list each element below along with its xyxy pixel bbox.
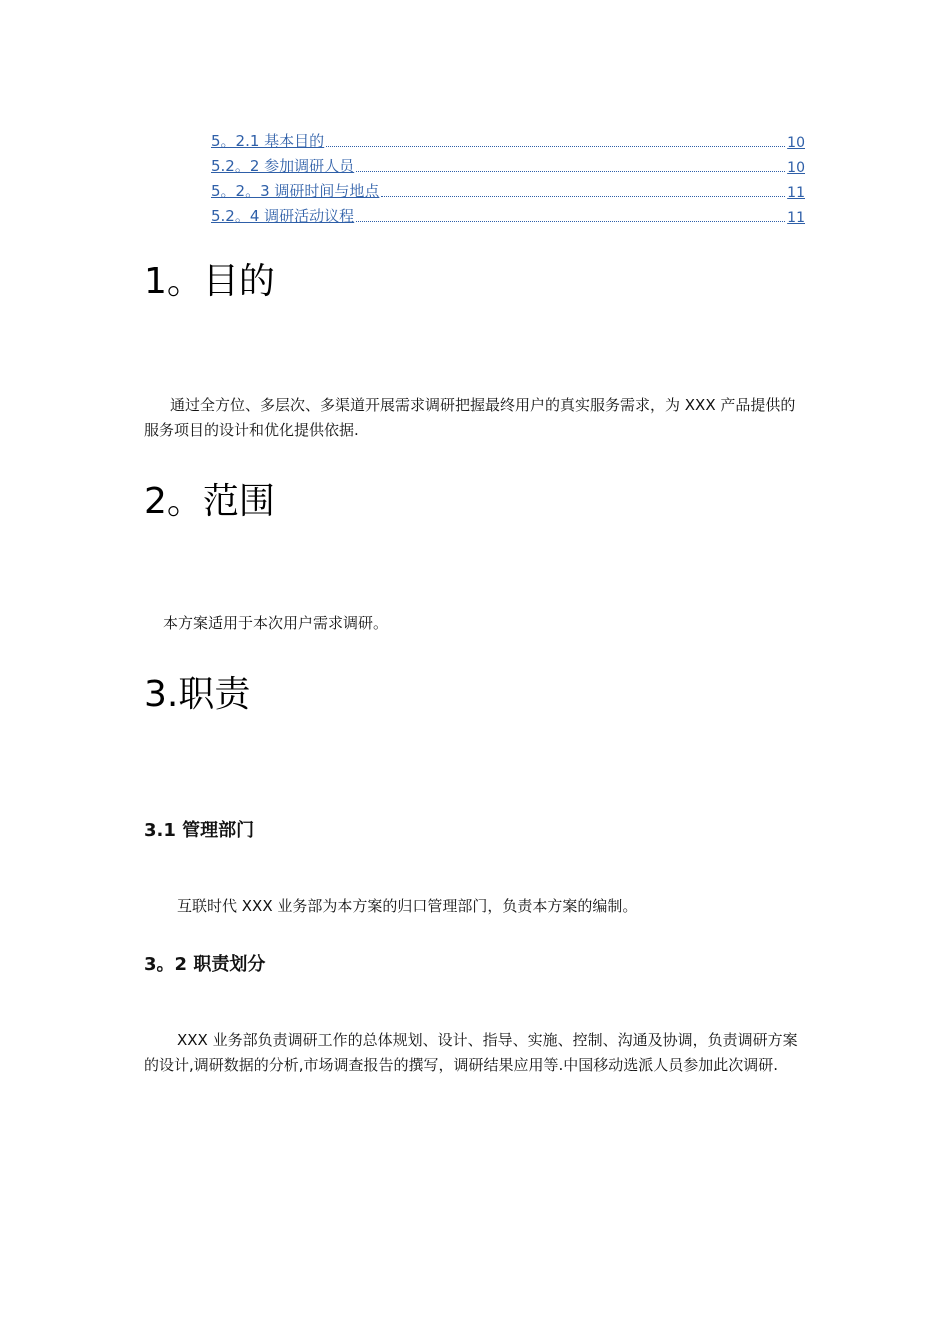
toc-entry-label: 5.2。4 调研活动议程: [211, 207, 355, 225]
toc-entry-page: 11: [787, 185, 805, 201]
toc-entry-page: 11: [787, 210, 805, 226]
subsection-heading-division: 3。2 职责划分: [144, 954, 266, 975]
subsection-body-division: XXX 业务部负责调研工作的总体规划、设计、指导、实施、控制、沟通及协调，负责调研方案的设计,调研数据的分析,市场调查报告的撰写，调研结果应用等.中国移动选派人员参加此次调研.: [144, 1031, 798, 1074]
toc-entry-label: 5。2。3 调研时间与地点: [211, 182, 380, 200]
section-body-purpose: 通过全方位、多层次、多渠道开展需求调研把握最终用户的真实服务需求，为 XXX 产品提供的服务项目的设计和优化提供依据.: [144, 396, 796, 439]
toc-leader-dots: [356, 171, 785, 172]
section-heading-purpose: 1。目的: [144, 261, 275, 302]
toc-entry-page: 10: [787, 135, 805, 151]
table-of-contents: [211, 126, 805, 226]
toc-entry-page: 10: [787, 160, 805, 176]
toc-entry-5-2-1[interactable]: [211, 126, 805, 151]
section-body-scope: 本方案适用于本次用户需求调研。: [163, 614, 389, 632]
subsection-heading-management: 3.1 管理部门: [144, 820, 255, 841]
toc-entry-5-2-3[interactable]: [211, 176, 805, 201]
toc-entry-5-2-2[interactable]: [211, 151, 805, 176]
toc-entry-label: 5。2.1 基本目的: [211, 132, 325, 150]
section-heading-responsibilities: 3.职责: [144, 674, 251, 715]
toc-entry-label: 5.2。2 参加调研人员: [211, 157, 355, 175]
toc-leader-dots: [326, 146, 785, 147]
toc-entry-5-2-4[interactable]: [211, 201, 805, 226]
section-heading-scope: 2。范围: [144, 481, 275, 522]
toc-leader-dots: [381, 196, 785, 197]
toc-leader-dots: [356, 221, 785, 222]
subsection-body-management: 互联时代 XXX 业务部为本方案的归口管理部门，负责本方案的编制。: [177, 897, 638, 915]
